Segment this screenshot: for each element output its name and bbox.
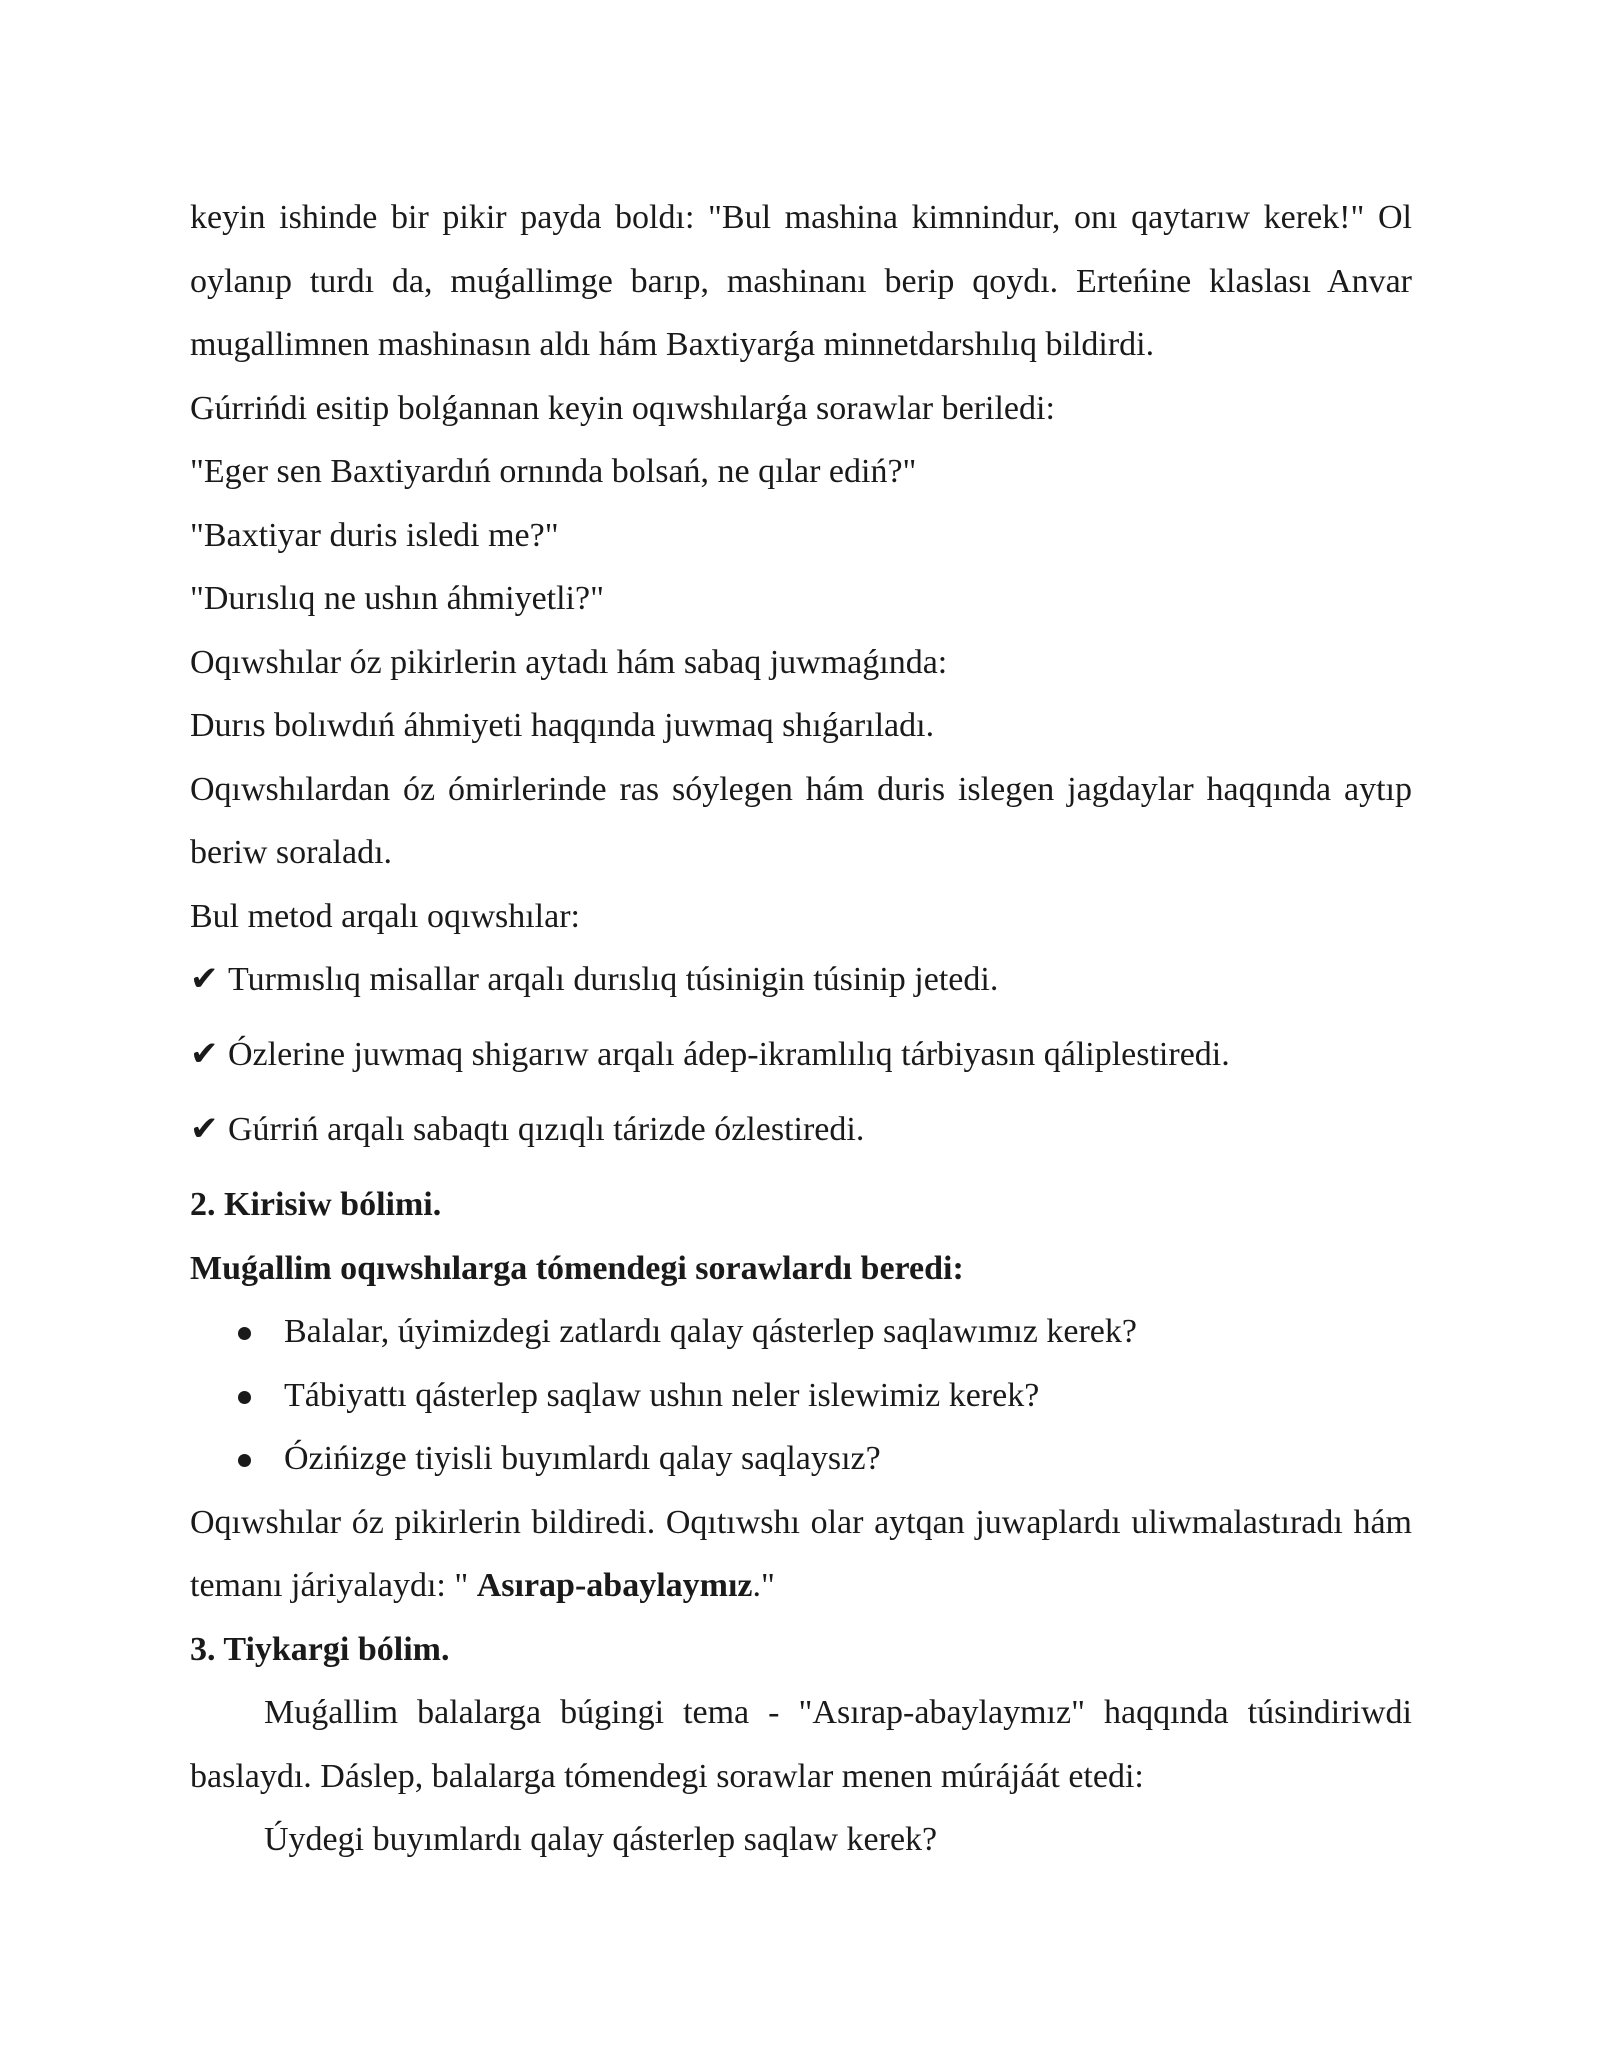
bullet-icon — [238, 1391, 251, 1404]
list-item — [190, 1364, 1412, 1428]
section-2-response-paragraph — [190, 1491, 1412, 1618]
bullet-icon — [238, 1327, 251, 1340]
outcome-text: Turmıslıq misallar arqalı durıslıq túsinigin túsinip jetedi. — [228, 961, 999, 998]
question-2: "Baxtiyar duris isledi me?" — [190, 516, 559, 554]
outcome-item — [190, 1023, 1412, 1098]
outcome-text: Gúrriń arqalı sabaqtı qızıqlı tárizde ózlestiredi. — [228, 1111, 865, 1148]
personal-task-paragraph: Oqıwshılardan óz ómirlerinde ras sóylegen hám duris islegen jagdaylar haqqında aytıp beriw soraladı. — [190, 770, 1412, 871]
question-1: "Eger sen Baxtiyardıń ornında bolsań, ne qılar ediń?" — [190, 453, 917, 490]
outcome-item — [190, 1098, 1412, 1173]
list-item-text: Tábiyattı qásterlep saqlaw ushın neler islewimiz kerek? — [284, 1376, 1040, 1414]
summary-intro: Oqıwshılar óz pikirlerin aytadı hám sabaq juwmaǵında: — [190, 643, 948, 681]
list-item — [190, 1427, 1412, 1491]
bullet-icon — [238, 1454, 251, 1467]
list-item — [190, 1300, 1412, 1364]
response-text: Oqıwshılar óz pikirlerin bildiredi. Oqıtıwshı olar aytqan juwaplardı uliwmalastıradı hám temanı járiyalaydı: " — [190, 1503, 1412, 1604]
questions-intro: Gúrrińdi esitip bolǵannan keyin oqıwshılarǵa sorawlar beriledi: — [190, 389, 1055, 427]
outcomes-list — [190, 948, 1412, 1173]
summary-conclusion: Durıs bolıwdıń áhmiyeti haqqında juwmaq shıǵarıladı. — [190, 707, 935, 744]
section-2-subheading: Muǵallim oqıwshılarga tómendegi sorawlardı beredi: — [190, 1249, 964, 1287]
checkmark-icon: ✔ — [190, 1111, 219, 1148]
document-page — [190, 186, 1412, 1872]
story-ending-paragraph: keyin ishinde bir pikir payda boldı: "Bul mashina kimnindur, onı qaytarıw kerek!" Ol oylanıp turdı da, muǵallimge barıp, mashinanı berip qoydı. Erteńine klaslası Anvar mugallimnen mashinasın aldı hám Baxtiyarǵa minnetdarshılıq bildirdi. — [190, 199, 1412, 363]
checkmark-icon: ✔ — [190, 1036, 219, 1073]
section-3-question: Úydegi buyımlardı qalay qásterlep saqlaw kerek? — [264, 1821, 938, 1858]
section-3-paragraph: Muǵallim balalarga búgingi tema - "Asırap-abaylaymız" haqqında túsindiriwdi baslaydı. Dáslep, balalarga tómendegi sorawlar menen múrájáát etedi: — [190, 1694, 1412, 1795]
outcome-item — [190, 948, 1412, 1023]
section-2-questions-list — [190, 1300, 1412, 1491]
outcome-text: Ózlerine juwmaq shigarıw arqalı ádep-ikramlılıq tárbiyasın qáliplestiredi. — [228, 1036, 1230, 1073]
list-item-text: Balalar, úyimizdegi zatlardı qalay qásterlep saqlawımız kerek? — [284, 1313, 1137, 1350]
list-item-text: Ózińizge tiyisli buyımlardı qalay saqlaysız? — [284, 1440, 881, 1477]
checkmark-icon: ✔ — [190, 961, 219, 998]
section-2-heading: 2. Kirisiw bólimi. — [190, 1186, 442, 1223]
question-3: "Durıslıq ne ushın áhmiyetli?" — [190, 580, 604, 617]
response-closing: ." — [752, 1567, 775, 1604]
method-intro: Bul metod arqalı oqıwshılar: — [190, 897, 580, 935]
theme-name: Asırap-abaylaymız — [476, 1567, 753, 1604]
section-3-heading: 3. Tiykargi bólim. — [190, 1630, 450, 1668]
